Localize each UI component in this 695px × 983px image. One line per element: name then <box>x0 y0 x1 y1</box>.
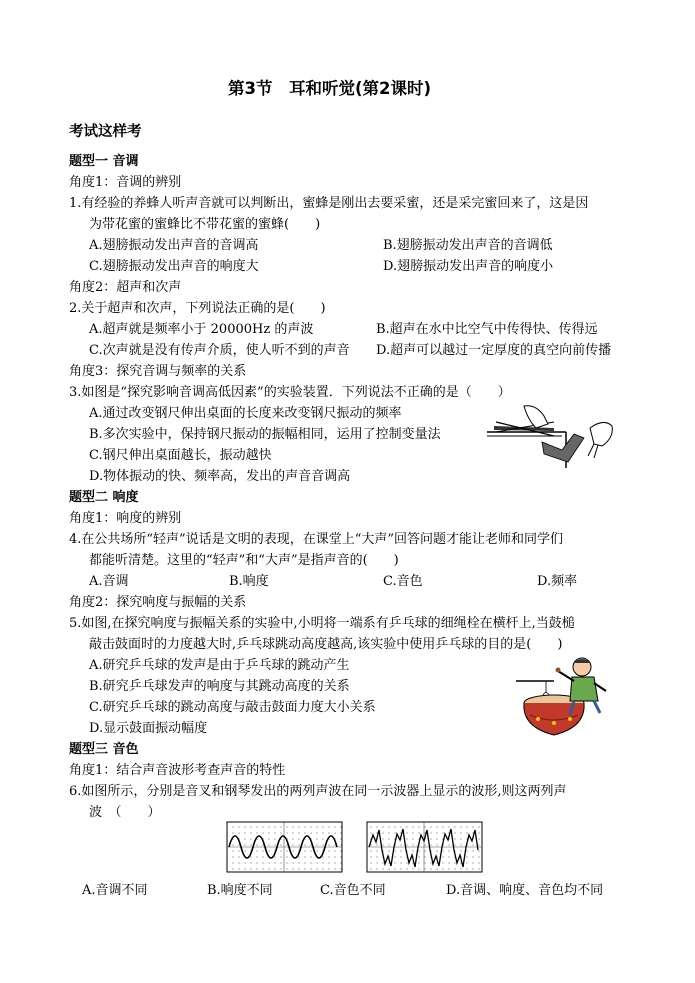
angle-heading: 角度1：结合声音波形考查声音的特性 <box>69 763 286 778</box>
question-2-option-b: B.超声在水中比空气中传得快、传得远 <box>376 322 598 337</box>
question-5-option-c: C.研究乒乓球的跳动高度与敲击鼓面力度大小关系 <box>89 700 376 715</box>
piano-waveform <box>367 822 482 872</box>
angle-heading: 角度1：音调的辨别 <box>69 175 182 190</box>
page-title: 第3节 耳和听觉(第2课时) <box>228 79 432 98</box>
question-2-option-d: D.超声可以越过一定厚度的真空向前传播 <box>376 343 612 358</box>
oscilloscope-waveforms <box>226 820 488 875</box>
question-2-line-1: 2.关于超声和次声，下列说法正确的是( ) <box>69 301 326 316</box>
tuning-fork-waveform <box>227 822 342 872</box>
angle-heading: 角度3：探究音调与频率的关系 <box>69 364 247 379</box>
angle-heading: 角度2：探究响度与振幅的关系 <box>69 595 247 610</box>
question-5-line-2: 敲击鼓面时的力度越大时,乒乓球跳动高度越高,该实验中使用乒乓球的目的是( ) <box>89 637 563 652</box>
question-6-option-d: D.音调、响度、音色均不同 <box>446 883 604 898</box>
type-heading-3: 题型三 音色 <box>69 742 139 757</box>
question-4-option-d: D.频率 <box>537 574 578 589</box>
drum-and-ping-pong-illustration <box>508 655 618 740</box>
type-heading-2: 题型二 响度 <box>69 490 139 505</box>
question-3-line-1: 3.如图是“探究影响音调高低因素”的实验装置．下列说法不正确的是（ ） <box>69 385 511 400</box>
question-3-option-d: D.物体振动的快、频率高，发出的声音音调高 <box>89 469 351 484</box>
ruler-on-table-illustration <box>484 398 619 470</box>
section-heading: 考试这样考 <box>69 123 142 140</box>
question-4-line-1: 4.在公共场所“轻声”说话是文明的表现，在课堂上“大声”回答问题才能让老师和同学们 <box>69 532 563 547</box>
question-3-option-c: C.钢尺伸出桌面越长，振动越快 <box>89 448 272 463</box>
question-6-line-1: 6.如图所示，分别是音叉和钢琴发出的两列声波在同一示波器上显示的波形,则这两列声 <box>69 784 567 799</box>
question-1-option-a: A.翅膀振动发出声音的音调高 <box>89 238 259 253</box>
question-3-option-a: A.通过改变钢尺伸出桌面的长度来改变钢尺振动的频率 <box>89 406 402 421</box>
question-1-option-d: D.翅膀振动发出声音的响度小 <box>383 259 554 274</box>
question-4-option-a: A.音调 <box>89 574 129 589</box>
question-5-option-a: A.研究乒乓球的发声是由于乒乓球的跳动产生 <box>89 658 350 673</box>
question-4-option-b: B.响度 <box>229 574 269 589</box>
question-2-option-c: C.次声就是没有传声介质，使人听不到的声音 <box>89 343 350 358</box>
question-5-option-b: B.研究乒乓球发声的响度与其跳动高度的关系 <box>89 679 350 694</box>
question-6-option-c: C.音色不同 <box>320 883 386 898</box>
question-3-option-b: B.多次实验中，保持钢尺振动的振幅相同，运用了控制变量法 <box>89 427 441 442</box>
question-5-line-1: 5.如图,在探究响度与振幅关系的实验中,小明将一端系有乒乓球的细绳栓在横杆上,当鼓槌 <box>69 616 575 631</box>
type-heading-1: 题型一 音调 <box>69 154 139 169</box>
question-5-option-d: D.显示鼓面振动幅度 <box>89 721 208 736</box>
question-1-option-b: B.翅膀振动发出声音的音调低 <box>383 238 553 253</box>
angle-heading: 角度1：响度的辨别 <box>69 511 182 526</box>
question-2-option-a: A.超声就是频率小于 20000Hz 的声波 <box>89 322 314 337</box>
question-1-line-2: 为带花蜜的蜜蜂比不带花蜜的蜜蜂( ) <box>89 217 321 232</box>
angle-heading: 角度2：超声和次声 <box>69 280 182 295</box>
question-6-option-a: A.音调不同 <box>82 883 148 898</box>
question-4-line-2: 都能听清楚。这里的“轻声”和“大声”是指声音的( ) <box>89 553 399 568</box>
question-4-option-c: C.音色 <box>383 574 423 589</box>
question-6-option-b: B.响度不同 <box>207 883 273 898</box>
question-1-option-c: C.翅膀振动发出声音的响度大 <box>89 259 259 274</box>
question-1-line-1: 1.有经验的养蜂人听声音就可以判断出，蜜蜂是刚出去要采蜜，还是采完蜜回来了，这是因 <box>69 196 589 211</box>
question-6-line-2: 波 （ ） <box>89 805 161 820</box>
